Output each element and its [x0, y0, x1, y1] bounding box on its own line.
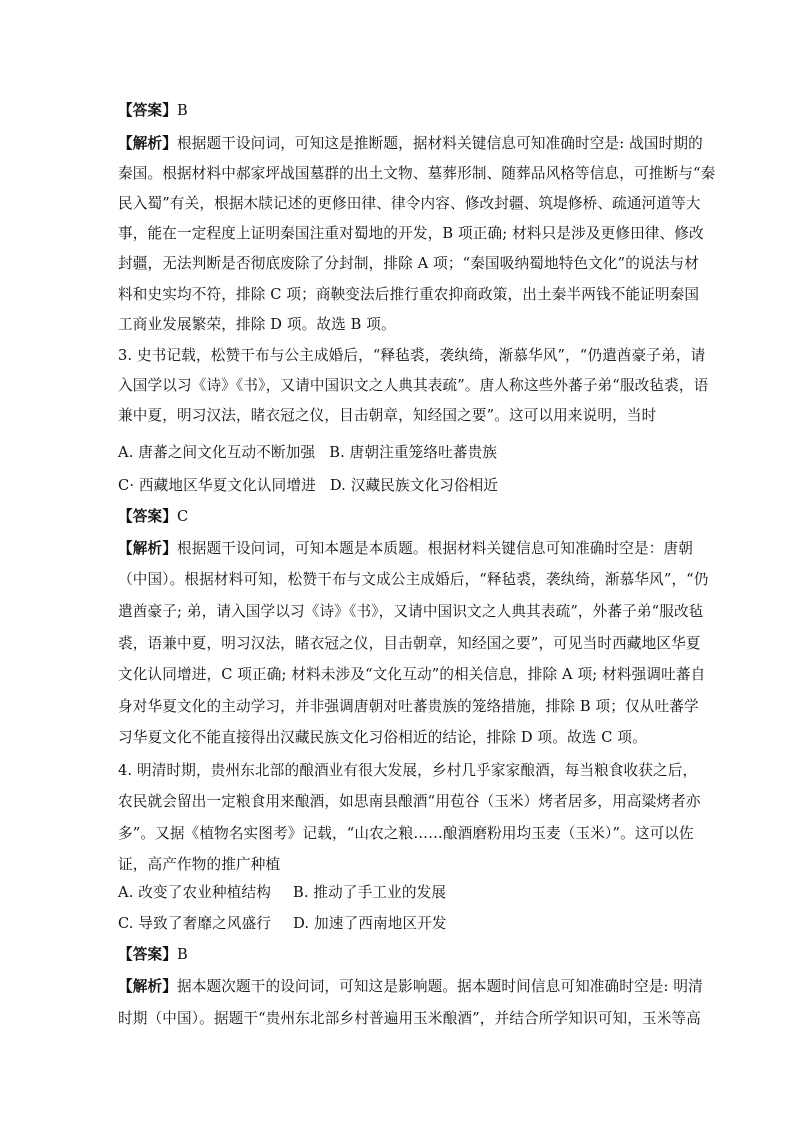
options-row	[118, 475, 498, 497]
options-row	[118, 913, 447, 935]
analysis-tag: 【解析】	[118, 978, 177, 995]
analysis-text: 据本题次题干的设问词，可知这是影响题。据本题时间信息可知准确时空是: 明清	[176, 978, 703, 995]
answer-value: B	[176, 102, 188, 119]
analysis-text: 根据题干设问词，可知这是推断题，据材料关键信息可知准确时空是: 战国时期的	[176, 135, 703, 152]
answer-line	[118, 944, 188, 966]
analysis-line: 身对华夏文化的主动学习，并非强调唐朝对吐蕃贵族的笼络措施，排除 B 项；仅从吐蕃学	[118, 698, 699, 715]
analysis-line: 遣酋豪子; 弟，请入国学以习《诗》《书》，又请中国识文之人典其表疏”，外蕃子弟“服改毡	[118, 603, 704, 620]
option-c: C· 西藏地区华夏文化认同增进	[118, 477, 316, 494]
question-stem-line: 多”。又据《植物名实图考》记载，“山农之粮……酿酒磨粉用均玉麦（玉米）”。这可以佐	[118, 825, 694, 842]
option-c: C. 导致了奢靡之风盛行	[118, 915, 272, 932]
question-stem-line: 4. 明清时期，贵州东北部的酿酒业有很大发展，乡村几乎家家酿酒，每当粮食收获之后，	[118, 762, 698, 779]
analysis-line: 事，能在一定程度上证明秦国注重对蜀地的开发，B 项正确; 材料只是涉及更修田律、修改	[118, 225, 704, 242]
analysis-line	[118, 133, 703, 155]
option-a: A. 唐蕃之间文化互动不断加强	[118, 444, 316, 461]
answer-tag: 【答案】	[118, 102, 177, 119]
analysis-tag: 【解析】	[118, 135, 177, 152]
option-a: A. 改变了农业种植结构	[118, 884, 271, 901]
option-d: D. 汉藏民族文化习俗相近	[329, 477, 499, 494]
options-row	[118, 442, 497, 464]
question-stem-line: 入国学以习《诗》《书》，又请中国识文之人典其表疏”。唐人称这些外蕃子弟“服改毡裘，语	[118, 377, 709, 394]
option-b: B. 推动了手工业的发展	[292, 884, 447, 901]
options-row	[118, 882, 446, 904]
analysis-line: 封疆，无法判断是否彻底废除了分封制，排除 A 项；“秦国吸纳蜀地特色文化”的说法与材	[118, 255, 700, 272]
answer-value: C	[176, 508, 189, 525]
analysis-line: 习华夏文化不能直接得出汉藏民族文化习俗相近的结论，排除 D 项。故选 C 项。	[118, 729, 647, 746]
question-stem-line: 兼中夏，明习汉法，睹衣冠之仪，目击朝章，知经国之要”。这可以用来说明，当时	[118, 407, 657, 424]
analysis-line: 工商业发展繁荣，排除 D 项。故选 B 项。	[118, 316, 396, 333]
answer-value: B	[176, 946, 188, 963]
analysis-line: 时期（中国）。据题干“贵州东北部乡村普遍用玉米酿酒”，并结合所学知识可知，玉米等高	[118, 1010, 701, 1027]
analysis-line: 裘，语兼中夏，明习汉法，睹衣冠之仪，目击朝章，知经国之要”，可见当时西藏地区华夏	[118, 635, 701, 652]
analysis-text: 根据题干设问词，可知本题是本质题。根据材料关键信息可知准确时空是：唐朝	[176, 540, 694, 557]
answer-line	[118, 100, 188, 122]
analysis-tag: 【解析】	[118, 540, 177, 557]
analysis-line	[118, 538, 693, 560]
question-stem-line: 3. 史书记载，松赞干布与公主成婚后，“释毡裘，袭纨绮，渐慕华风”，“仍遣酋豪子弟，请	[118, 347, 706, 364]
option-b: B. 唐朝注重笼络吐蕃贵族	[329, 444, 498, 461]
answer-tag: 【答案】	[118, 508, 177, 525]
option-d: D. 加速了西南地区开发	[293, 915, 447, 932]
analysis-line: 民入蜀”有关，根据木牍记述的更修田律、律令内容、修改封疆、筑堤修桥、疏通河道等大	[118, 195, 701, 212]
analysis-line: 秦国。根据材料中郝家坪战国墓群的出土文物、墓葬形制、随葬品风格等信息，可推断与“秦	[118, 165, 716, 182]
question-stem-line: 农民就会留出一定粮食用来酿酒，如思南县酿酒“用苞谷（玉米）烤者居多，用高粱烤者亦	[118, 793, 701, 810]
analysis-line	[118, 976, 703, 998]
analysis-line: 文化认同增进，C 项正确; 材料未涉及“文化互动”的相关信息，排除 A 项; 材料强调吐蕃自	[118, 666, 706, 683]
analysis-line: （中国）。根据材料可知，松赞干布与文成公主成婚后，“释毡裘，袭纨绮，渐慕华风”，“仍	[118, 571, 709, 588]
analysis-line: 料和史实均不符，排除 C 项；商鞅变法后推行重农抑商政策，出土秦半两钱不能证明秦国	[118, 286, 700, 303]
answer-line	[118, 506, 188, 528]
question-stem-line: 证，高产作物的推广种植	[118, 856, 281, 873]
answer-tag: 【答案】	[118, 946, 177, 963]
